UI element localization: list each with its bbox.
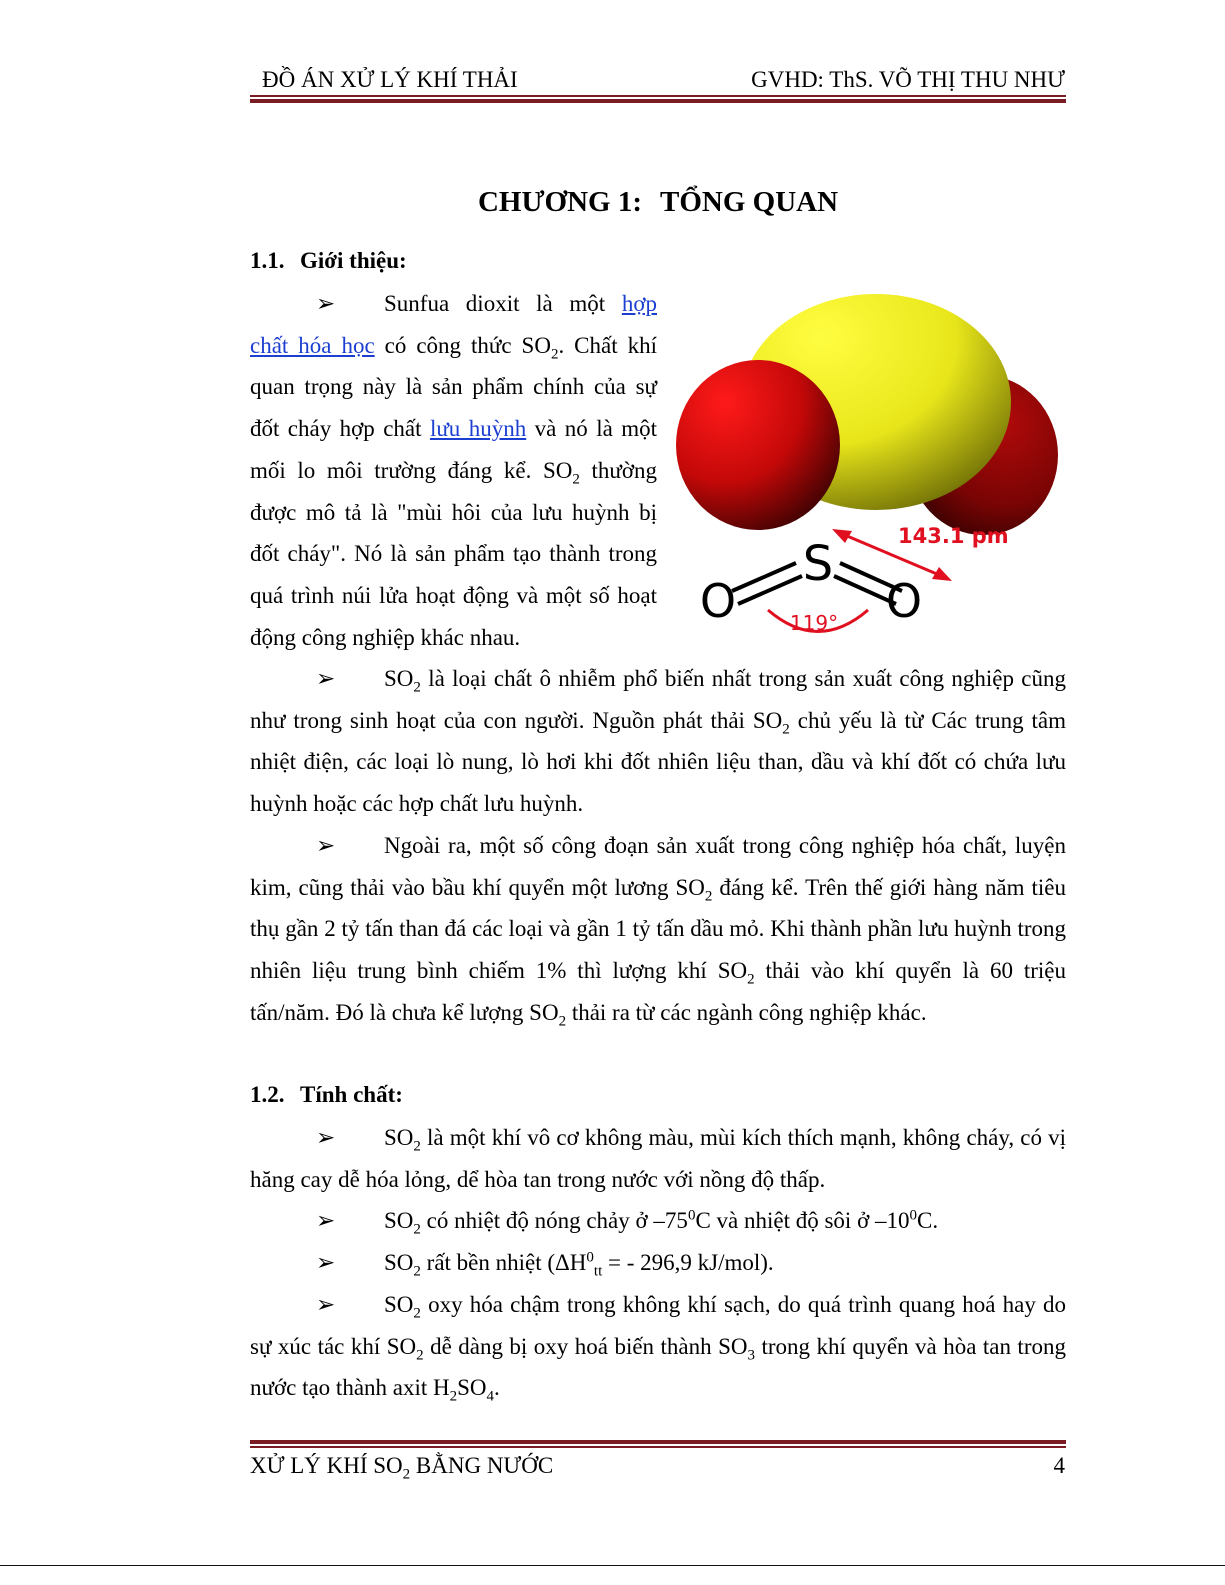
bond-angle-label: 119° bbox=[789, 611, 839, 635]
header-left: ĐỒ ÁN XỬ LÝ KHÍ THẢI bbox=[262, 67, 518, 92]
page-number: 4 bbox=[1053, 1453, 1065, 1478]
subscript: 4 bbox=[486, 1389, 495, 1405]
text-run: SO bbox=[384, 1125, 414, 1150]
chapter-label: CHƯƠNG 1: bbox=[477, 186, 642, 218]
oxygen-symbol-left: O bbox=[699, 574, 737, 628]
emission-paragraph bbox=[250, 825, 1066, 1034]
chapter-name: TỔNG QUAN bbox=[660, 186, 839, 218]
bullet-arrow-icon: ➢ bbox=[316, 1208, 336, 1233]
text-run: XỬ LÝ KHÍ SO bbox=[250, 1453, 403, 1478]
subscript: 2 bbox=[413, 1138, 421, 1155]
text-run: . Chất khí quan trọng này là sản phẩm chính của sự đốt cháy hợp chất bbox=[250, 332, 657, 442]
sulfur-symbol: S bbox=[802, 536, 834, 592]
text-run: . bbox=[494, 1375, 500, 1401]
text-run: đáng kể. Trên thế giới hàng năm tiêu thụ gần 2 tỷ tấn than đá các loại và gần 1 tỷ tấn dầu mỏ. Khi thành phần lưu huỳnh trong nhiên liệu trung bình chiếm 1% thì lượng khí SO bbox=[250, 874, 1066, 984]
text-run: SO bbox=[384, 666, 414, 691]
subscript: 2 bbox=[704, 888, 713, 905]
subscript: 2 bbox=[558, 1013, 567, 1030]
subscript: 2 bbox=[572, 471, 580, 488]
text-run: SO bbox=[384, 1292, 414, 1317]
link-hop-chat-hoa-hoc[interactable]: hợp chất hóa học bbox=[250, 291, 657, 358]
subscript: 2 bbox=[413, 1221, 421, 1238]
section-number: 1.2. bbox=[250, 1082, 285, 1107]
subscript: 2 bbox=[449, 1389, 458, 1405]
subscript: 2 bbox=[747, 971, 755, 988]
oxygen-atom-left bbox=[676, 360, 840, 530]
intro-paragraph bbox=[250, 283, 657, 658]
text-run: dễ dàng bị oxy hoá biến thành SO bbox=[423, 1333, 748, 1359]
text-run: = - 296,9 kJ/mol). bbox=[602, 1250, 774, 1275]
footer-rule-thick bbox=[250, 1440, 1066, 1444]
text-run: có công thức SO bbox=[374, 332, 551, 358]
text-run: Sunfua dioxit là một bbox=[384, 291, 622, 316]
subscript: 2 bbox=[416, 1347, 424, 1364]
text-run: Ngoài ra, một số công đoạn sản xuất trong công nghiệp hóa chất, luyện kim, cũng thải vào bầu khí quyển một lương SO bbox=[250, 833, 1066, 900]
subscript: 2 bbox=[413, 1305, 421, 1322]
header-rule-thick bbox=[250, 99, 1066, 103]
footer-title bbox=[250, 1452, 554, 1483]
section-title: Tính chất: bbox=[300, 1082, 403, 1107]
section-title: Giới thiệu: bbox=[300, 248, 407, 273]
subscript: 2 bbox=[402, 1466, 411, 1483]
bond-length-label: 143.1 pm bbox=[898, 524, 1009, 548]
subscript: 2 bbox=[413, 679, 421, 696]
pollution-paragraph bbox=[250, 658, 1066, 825]
text-run: và nó là một mối lo môi trường đáng kể. SO bbox=[250, 416, 657, 483]
bullet-arrow-icon: ➢ bbox=[316, 291, 336, 316]
text-run: chủ yếu là từ Các trung tâm nhiệt điện, các loại lò nung, lò hơi khi đốt nhiên liệu than, dầu và khí đốt có chứa lưu huỳnh hoặc các hợp chất lưu huỳnh. bbox=[250, 707, 1067, 817]
bullet-arrow-icon: ➢ bbox=[316, 1125, 336, 1150]
text-run: thải vào khí quyển là 60 triệu tấn/năm. Đó là chưa kể lượng SO bbox=[250, 958, 1066, 1025]
bullet-arrow-icon: ➢ bbox=[316, 1292, 336, 1317]
text-run: BẰNG NƯỚC bbox=[410, 1453, 554, 1478]
text-run: trong khí quyển và hòa tan trong nước tạo thành axit H bbox=[250, 1333, 1066, 1401]
text-run: thường được mô tả là "mùi hôi của lưu huỳnh bị đốt cháy". Nó là sản phẩm tạo thành trong quá trình núi lửa hoạt động và một số hoạt động công nghiệp khác nhau. bbox=[250, 457, 657, 650]
text-run: C. bbox=[916, 1208, 939, 1233]
subscript: 2 bbox=[413, 1263, 421, 1280]
section-heading-intro bbox=[250, 246, 407, 276]
text-run: rất bền nhiệt (ΔH bbox=[420, 1250, 587, 1275]
text-run: oxy hóa chậm trong không khí sạch, do quá trình quang hoá hay do sự xúc tác khí SO bbox=[250, 1292, 1066, 1359]
bullet-arrow-icon: ➢ bbox=[316, 1250, 336, 1275]
superscript: 0 bbox=[586, 1249, 594, 1266]
property-paragraph-2 bbox=[250, 1200, 1066, 1242]
header-right: GVHD: ThS. VÕ THỊ THU NHƯ bbox=[751, 67, 1065, 92]
text-run: SO bbox=[384, 1208, 414, 1233]
footer-rule-thin bbox=[250, 1446, 1066, 1448]
bullet-arrow-icon: ➢ bbox=[316, 666, 336, 691]
chapter-title bbox=[250, 182, 1066, 222]
page-edge-divider bbox=[0, 1565, 1225, 1566]
section-number: 1.1. bbox=[250, 248, 285, 273]
superscript: 0 bbox=[909, 1207, 917, 1224]
text-run: SO bbox=[457, 1375, 487, 1401]
text-run: C và nhiệt độ sôi ở –10 bbox=[695, 1208, 910, 1233]
text-run: thải ra từ các ngành công nghiệp khác. bbox=[566, 999, 927, 1025]
subscript: 2 bbox=[550, 346, 559, 363]
section-heading-properties bbox=[250, 1080, 403, 1110]
text-run: là loại chất ô nhiễm phổ biến nhất trong sản xuất công nghiệp cũng như trong sinh hoạt của con người. Nguồn phát thải SO bbox=[250, 666, 1066, 733]
header-rule-thin bbox=[250, 95, 1066, 97]
property-paragraph-3 bbox=[250, 1242, 1066, 1284]
bullet-arrow-icon: ➢ bbox=[316, 833, 336, 858]
link-luu-huynh[interactable]: lưu huỳnh bbox=[429, 416, 527, 442]
so2-molecule-figure bbox=[668, 275, 1068, 640]
superscript: 0 bbox=[687, 1207, 696, 1224]
text-run: có nhiệt độ nóng chảy ở –75 bbox=[420, 1208, 688, 1233]
text-run: SO bbox=[384, 1250, 414, 1275]
subscript: tt bbox=[593, 1263, 603, 1280]
property-paragraph-1 bbox=[250, 1117, 1066, 1200]
text-run: là một khí vô cơ không màu, mùi kích thích mạnh, không cháy, có vị hăng cay dễ hóa lỏng, dể hòa tan trong nước với nồng độ thấp. bbox=[250, 1125, 1066, 1192]
subscript: 2 bbox=[782, 721, 790, 738]
subscript: 3 bbox=[747, 1347, 755, 1364]
oxygen-symbol-right: O bbox=[885, 574, 923, 628]
property-paragraph-4 bbox=[250, 1284, 1066, 1409]
